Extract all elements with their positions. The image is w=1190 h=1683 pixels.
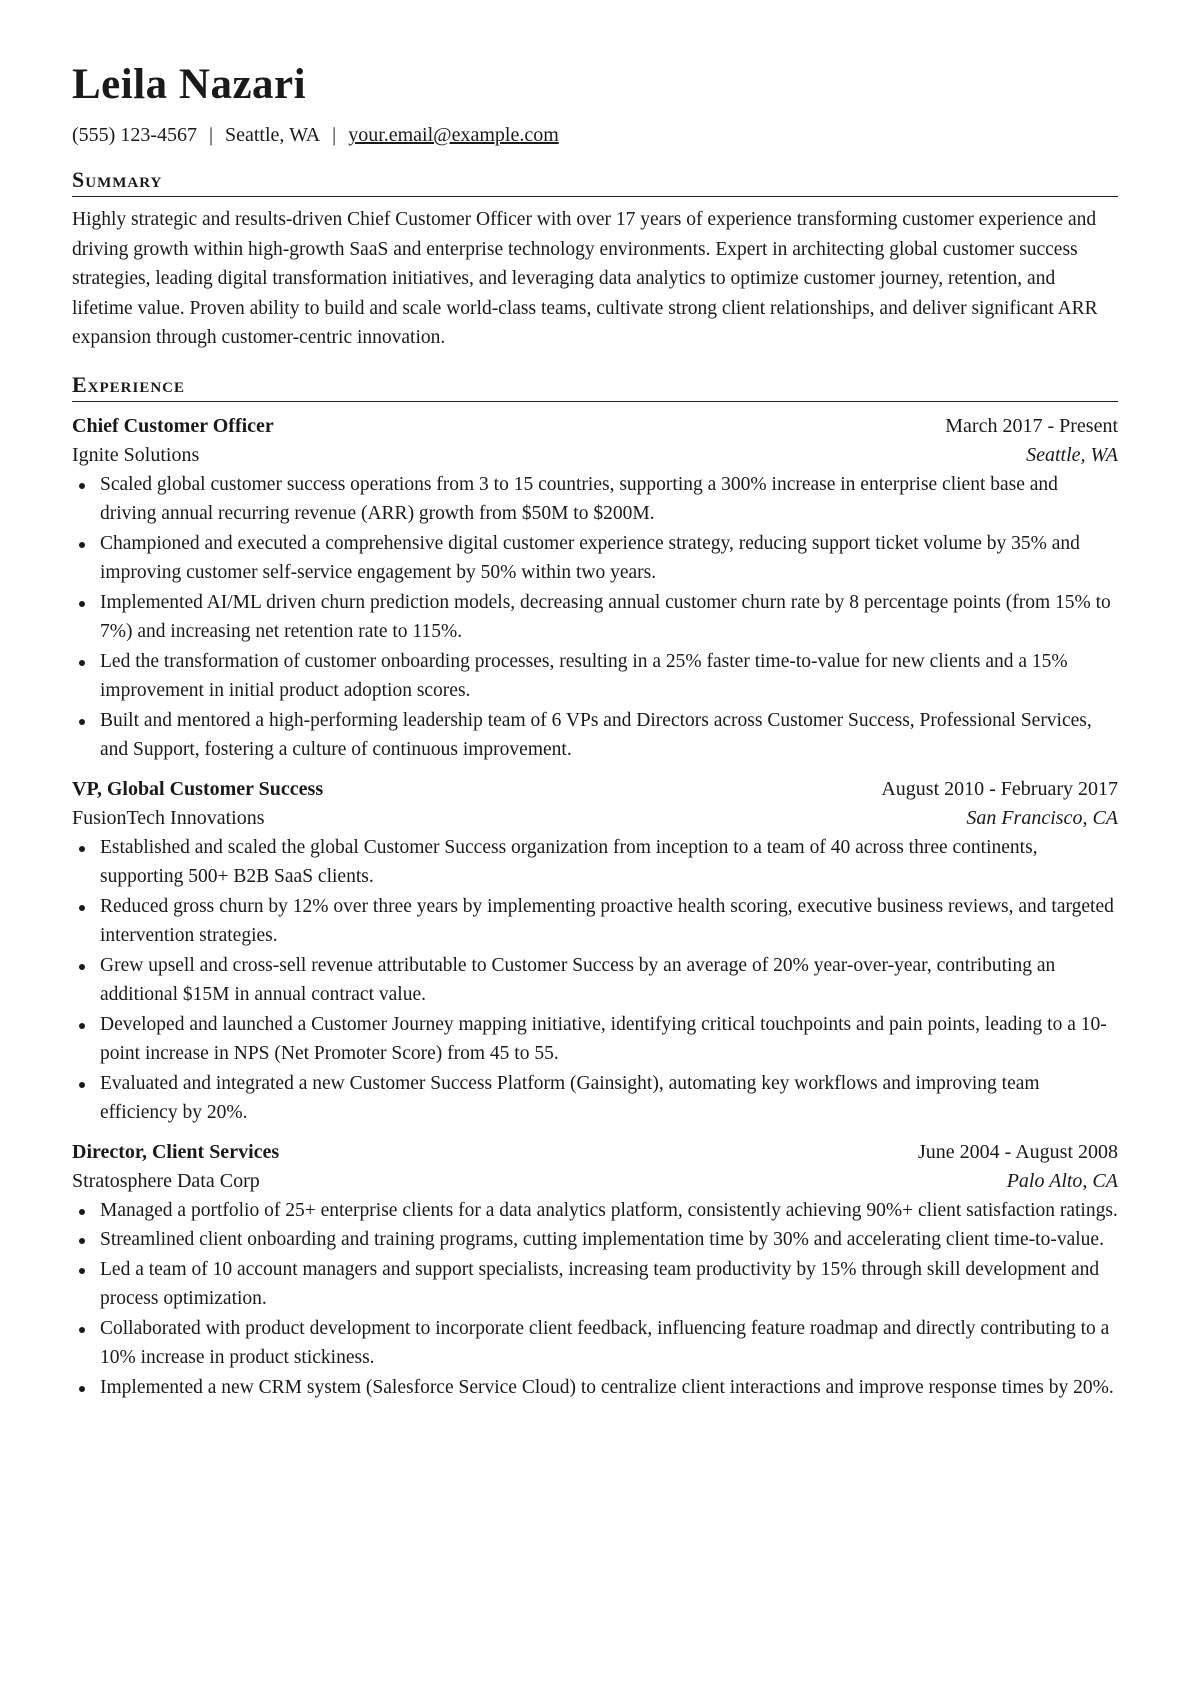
bullet-item	[72, 1196, 1118, 1226]
bullet-dot-icon	[79, 719, 85, 725]
bullet-text: Collaborated with product development to incorporate client feedback, influencing feature roadmap and directly contributing to a 10% increase in product stickiness.	[100, 1317, 1110, 1368]
bullet-item	[72, 1010, 1118, 1069]
job-location: San Francisco, CA	[966, 806, 1118, 829]
bullet-item	[72, 1373, 1118, 1403]
job-title: VP, Global Customer Success	[72, 777, 324, 800]
contact-separator: |	[332, 124, 337, 146]
bullet-dot-icon	[79, 483, 85, 489]
bullet-item	[72, 951, 1118, 1010]
bullet-text: Grew upsell and cross-sell revenue attributable to Customer Success by an average of 20% year-over-year, contributing an additional $15M in annual contract value.	[100, 954, 1056, 1005]
bullet-text: Managed a portfolio of 25+ enterprise clients for a data analytics platform, consistently achieving 90%+ client satisfaction ratings.	[100, 1199, 1118, 1221]
bullet-text: Streamlined client onboarding and training programs, cutting implementation time by 30% and accelerating client time-to-value.	[100, 1229, 1104, 1250]
bullet-dot-icon	[79, 1023, 85, 1029]
job-bullets	[72, 470, 1118, 765]
job-subheader	[72, 441, 1118, 470]
bullet-dot-icon	[79, 660, 85, 666]
job-subheader	[72, 1167, 1118, 1196]
bullet-dot-icon	[79, 1268, 85, 1274]
job-location: Palo Alto, CA	[1006, 1169, 1118, 1192]
bullet-text: Championed and executed a comprehensive digital customer experience strategy, reducing support ticket volume by 35% and improving customer self-service engagement by 50% within two years.	[100, 532, 1080, 583]
bullet-dot-icon	[79, 1082, 85, 1088]
email-link[interactable]: your.email@example.com	[348, 124, 559, 146]
candidate-name: Leila Nazari	[72, 61, 307, 108]
job-subheader	[72, 804, 1118, 833]
job-bullets	[72, 1196, 1118, 1403]
job-header	[72, 1138, 1118, 1167]
bullet-item	[72, 588, 1118, 647]
summary-heading: Summary	[72, 166, 1118, 197]
job-dates: August 2010 - February 2017	[881, 777, 1118, 800]
bullet-text: Implemented a new CRM system (Salesforce Service Cloud) to centralize client interactions and improve response times by 20%.	[100, 1376, 1114, 1398]
bullet-item	[72, 529, 1118, 588]
bullet-dot-icon	[79, 1327, 85, 1333]
job-title: Chief Customer Officer	[72, 414, 274, 437]
bullet-dot-icon	[79, 846, 85, 852]
job-header	[72, 775, 1118, 804]
job-bullets	[72, 833, 1118, 1128]
bullet-text: Implemented AI/ML driven churn prediction models, decreasing annual customer churn rate by 8 percentage points (from 15% to 7%) and increasing net retention rate to 115%.	[100, 591, 1111, 642]
contact-location: Seattle, WA	[225, 124, 321, 146]
bullet-text: Built and mentored a high-performing leadership team of 6 VPs and Directors across Customer Success, Professional Services, and Support, fostering a culture of continuous improvement.	[100, 709, 1092, 760]
bullet-dot-icon	[79, 905, 85, 911]
bullet-item	[72, 1069, 1118, 1128]
bullet-dot-icon	[79, 542, 85, 548]
experience-heading: Experience	[72, 371, 1118, 402]
bullet-text: Led a team of 10 account managers and support specialists, increasing team productivity by 15% through skill development and process optimization.	[100, 1258, 1100, 1309]
job-location: Seattle, WA	[1026, 443, 1118, 466]
contact-line	[72, 122, 1118, 148]
company-name: Ignite Solutions	[72, 443, 200, 466]
bullet-dot-icon	[79, 964, 85, 970]
bullet-item	[72, 647, 1118, 706]
bullet-item	[72, 892, 1118, 951]
bullet-item	[72, 470, 1118, 529]
job-header	[72, 412, 1118, 441]
contact-separator: |	[208, 124, 213, 146]
job-entry	[72, 775, 1118, 1128]
job-entry	[72, 1138, 1118, 1403]
phone-number: (555) 123-4567	[72, 124, 197, 146]
bullet-text: Scaled global customer success operations from 3 to 15 countries, supporting a 300% increase in enterprise client base and driving annual recurring revenue (ARR) growth from $50M to $200M.	[100, 473, 1058, 524]
company-name: FusionTech Innovations	[72, 806, 265, 829]
bullet-text: Reduced gross churn by 12% over three years by implementing proactive health scoring, executive business reviews, and targeted intervention strategies.	[100, 895, 1114, 946]
bullet-item	[72, 1255, 1118, 1314]
bullet-text: Established and scaled the global Customer Success organization from inception to a team of 40 across three continents, supporting 500+ B2B SaaS clients.	[100, 836, 1038, 887]
bullet-item	[72, 1314, 1118, 1373]
bullet-text: Evaluated and integrated a new Customer Success Platform (Gainsight), automating key workflows and improving team efficiency by 20%.	[100, 1072, 1040, 1123]
bullet-dot-icon	[79, 1386, 85, 1392]
job-dates: March 2017 - Present	[945, 414, 1118, 437]
job-dates: June 2004 - August 2008	[918, 1140, 1118, 1163]
bullet-dot-icon	[79, 1238, 85, 1244]
job-title: Director, Client Services	[72, 1140, 280, 1163]
bullet-item	[72, 706, 1118, 765]
company-name: Stratosphere Data Corp	[72, 1169, 260, 1192]
bullet-item	[72, 833, 1118, 892]
job-entry	[72, 412, 1118, 765]
bullet-text: Developed and launched a Customer Journey mapping initiative, identifying critical touchpoints and pain points, leading to a 10-point increase in NPS (Net Promoter Score) from 45 to 55.	[100, 1013, 1107, 1064]
bullet-text: Led the transformation of customer onboarding processes, resulting in a 25% faster time-to-value for new clients and a 15% improvement in initial product adoption scores.	[100, 650, 1068, 701]
bullet-item	[72, 1225, 1118, 1255]
bullet-dot-icon	[79, 601, 85, 607]
bullet-dot-icon	[79, 1209, 85, 1215]
summary-text: Highly strategic and results-driven Chief Customer Officer with over 17 years of experience transforming customer experience and driving growth within high-growth SaaS and enterprise technology environments. Expert in architecting global customer success strategies, leading digital transformation initiatives, and leveraging data analytics to optimize customer journey, retention, and lifetime value. Proven ability to build and scale world-class teams, cultivate strong client relationships, and deliver significant ARR expansion through customer-centric innovation.	[72, 209, 1098, 348]
